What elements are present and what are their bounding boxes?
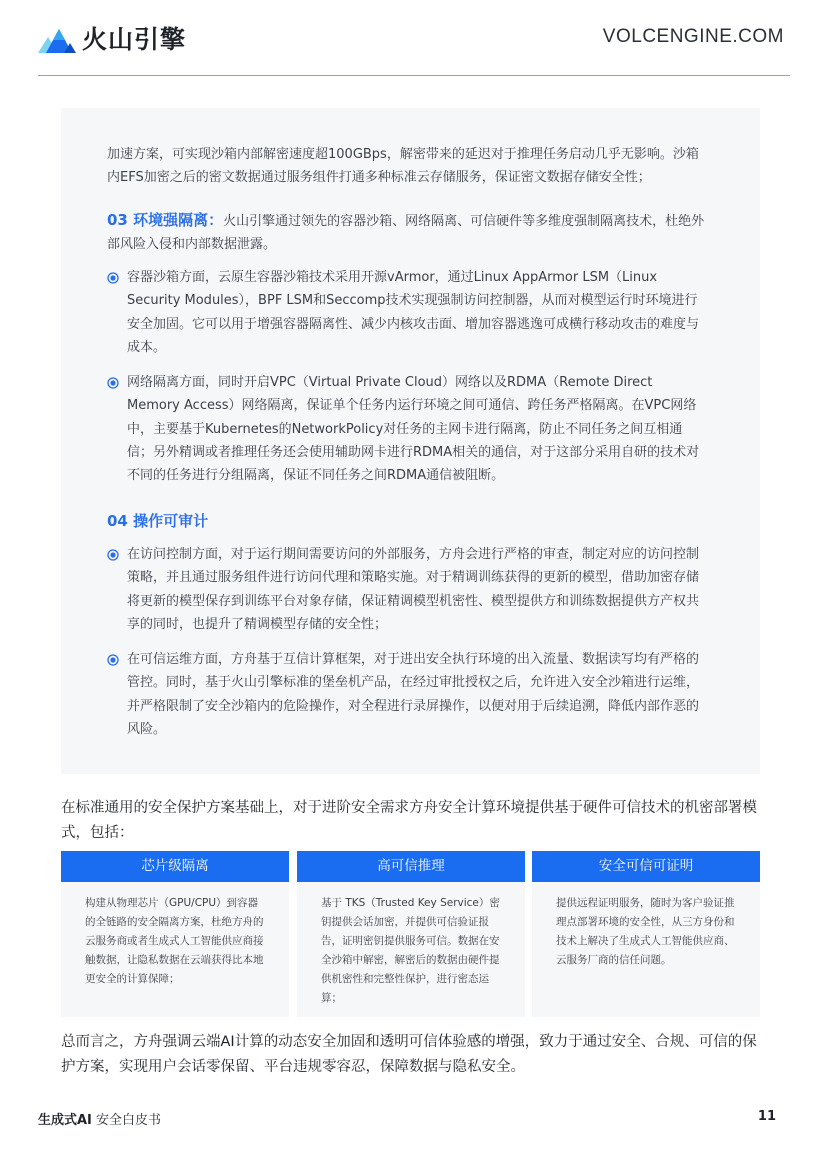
footer-title-rest: 安全白皮书 — [91, 1113, 162, 1128]
list-item-text: 在可信运维方面，方舟基于互信计算框架，对于进出安全执行环境的出入流量、数据读写均有严格的管控。同时，基于火山引擎标准的堡垒机产品，在经过审批授权之后，允许进入安全沙箱进行运维，并严格限制了安全沙箱内的危险操作，对全程进行录屏操作，以便对用于后续追溯，降低内部作恶的风险。 — [127, 652, 700, 737]
list-item — [107, 543, 703, 636]
footer-doc-title — [38, 1109, 161, 1128]
section-03-title: 03 环境强隔离： — [107, 211, 224, 229]
list-item-text: 容器沙箱方面，云原生容器沙箱技术采用开源vArmor，通过Linux AppArmor LSM（Linux Security Modules），BPF LSM和Seccomp技术实现强制访问控制器，从而对模型运行时环境进行安全加固。它可以用于增强容器隔离性、减少内核攻击面、增加容器逃逸可成横行移动攻击的难度与成本。 — [127, 270, 700, 355]
card-body: 构建从物理芯片（GPU/CPU）到容器的全链路的安全隔离方案，杜绝方舟的云服务商或者生成式人工智能供应商接触数据，让隐私数据在云端获得比本地更安全的计算保障； — [85, 897, 264, 985]
page-number: 11 — [757, 1109, 776, 1124]
feature-card-trusted-inference — [297, 851, 525, 1017]
intro-paragraph: 加速方案，可实现沙箱内部解密速度超100GBps，解密带来的延迟对于推理任务启动几乎无影响。沙箱内EFS加密之后的密文数据通过服务组件打通多种标准云存储服务，保证密文数据存储安全性； — [107, 147, 699, 185]
section-03 — [107, 209, 717, 256]
section-03-text: 火山引擎通过领先的容器沙箱、网络隔离、可信硬件等多维度强制隔离技术，杜绝外部风险入侵和内部数据泄露。 — [107, 214, 705, 252]
card-title: 安全可信可证明 — [532, 851, 760, 882]
section-04-title: 04 操作可审计 — [107, 512, 209, 530]
list-item-text: 在访问控制方面，对于运行期间需要访问的外部服务，方舟会进行严格的审查，制定对应的访问控制策略，并且通过服务组件进行访问代理和策略实施。对于精调训练获得的更新的模型，借助加密存储将更新的模型保存到训练平台对象存储，保证精调模型机密性、模型提供方和训练数据提供方产权共享的同时，也提升了精调模型存储的安全性； — [127, 547, 700, 632]
brand-logo — [38, 20, 186, 56]
section-04 — [107, 510, 717, 534]
feature-card-chip-isolation — [61, 851, 289, 1017]
closing-paragraph: 总而言之，方舟强调云端AI计算的动态安全加固和透明可信体验感的增强，致力于通过安全、合规、可信的保护方案，实现用户会话零保留、平台违规零容忍，保障数据与隐私安全。 — [61, 1034, 757, 1075]
brand-url: VOLCENGINE.COM — [602, 26, 784, 47]
lead-paragraph: 在标准通用的安全保护方案基础上，对于进阶安全需求方舟安全计算环境提供基于硬件可信技术的机密部署模式，包括： — [61, 800, 757, 841]
bullet-icon — [107, 549, 119, 561]
bullet-icon — [107, 377, 119, 389]
feature-card-provable-trust — [532, 851, 760, 1017]
bullet-icon — [107, 272, 119, 284]
list-item — [107, 648, 703, 741]
list-item-text: 网络隔离方面，同时开启VPC（Virtual Private Cloud）网络以及RDMA（Remote Direct Memory Access）网络隔离，保证单个任务内运行环境之间可通信、跨任务严格隔离。在VPC网络中，主要基于Kubernetes的NetworkPolicy对任务的主网卡进行隔离，防止不同任务之间互相通信；另外精调或者推理任务还会使用辅助网卡进行RDMA相关的通信，对于这部分采用自研的技术对不同的任务进行分组隔离，保证不同任务之间RDMA通信被阻断。 — [127, 375, 700, 484]
page-header — [0, 0, 818, 76]
card-body: 基于 TKS（Trusted Key Service）密钥提供会话加密，并提供可信验证报告，证明密钥提供服务可信。数据在安全沙箱中解密，解密后的数据由硬件提供机密性和完整性保护，进行密态运算； — [321, 897, 500, 1004]
bullet-icon — [107, 654, 119, 666]
logo-text: 火山引擎 — [82, 25, 187, 54]
list-item — [107, 371, 703, 487]
footer-title-bold: 生成式AI — [38, 1113, 92, 1128]
list-item — [107, 266, 703, 359]
card-body: 提供远程证明服务，随时为客户验证推理点部署环境的安全性，从三方身份和技术上解决了生成式人工智能供应商、云服务厂商的信任问题。 — [556, 897, 735, 966]
card-title: 高可信推理 — [297, 851, 525, 882]
header-divider — [38, 75, 790, 76]
volcano-logo-icon — [38, 23, 76, 53]
card-title: 芯片级隔离 — [61, 851, 289, 882]
